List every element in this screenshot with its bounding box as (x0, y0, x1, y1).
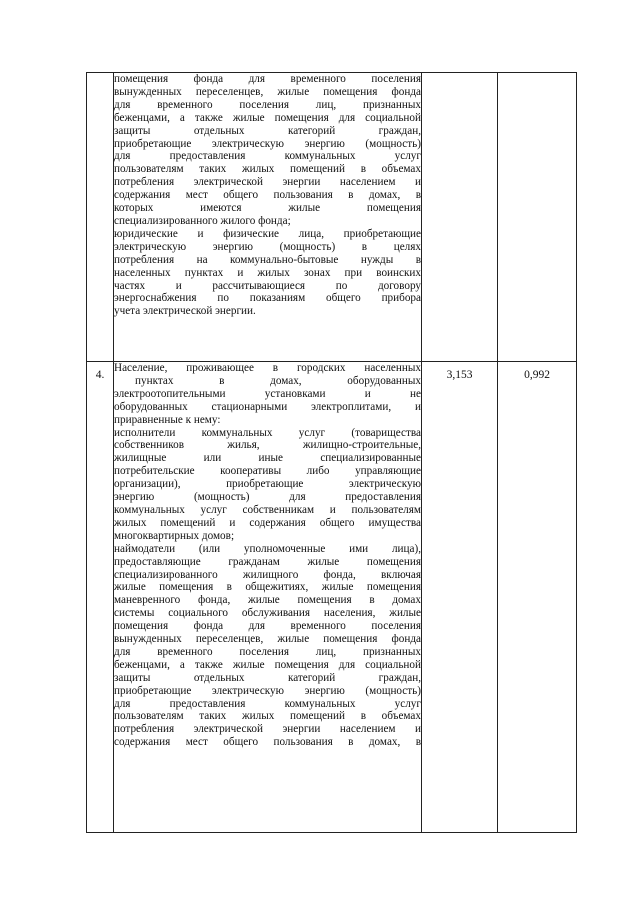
text-line: Население, проживающее в городских населенных (114, 362, 421, 374)
text-line: беженцами, а также жилые помещения для социальной (114, 658, 421, 671)
text-line: беженцами, а также жилые помещения для социальной (114, 111, 421, 124)
text-line: электрическую энергию (мощность) в целях (114, 240, 421, 253)
text-line: исполнители коммунальных услуг (товарищества (114, 426, 421, 439)
text-line: многоквартирных домов; (114, 529, 235, 542)
text-line: наймодатели (или уполномоченные ими лица), (114, 542, 421, 555)
row-number (87, 73, 113, 80)
text-line: потребления электрической энергии населением и (114, 723, 421, 736)
text-line: защиты отдельных категорий граждан, (114, 671, 421, 684)
text-line: вынужденных переселенцев, жилые помещения фонда (114, 633, 421, 646)
text-line: помещения фонда для временного поселения (114, 620, 421, 633)
tariff-value-2 (498, 73, 576, 80)
text-line: для временного поселения лиц, признанных (114, 98, 421, 111)
text-line: жилых помещений и содержания общего имущества (114, 516, 421, 529)
tariff-value-1-cell (422, 362, 498, 833)
text-line: учета электрической энергии. (114, 305, 256, 318)
table-row (87, 73, 577, 362)
tariff-value-1-cell (422, 73, 498, 362)
row-number-cell (87, 73, 114, 362)
text-line: для временного поселения лиц, признанных (114, 645, 421, 658)
tariff-value-2: 0,992 (524, 369, 550, 381)
tariff-value-2-cell (498, 362, 577, 833)
text-line: предоставляющие гражданам жилые помещения (114, 555, 421, 568)
text-line: вынужденных переселенцев, жилые помещения фонда (114, 85, 421, 98)
text-line: юридические и физические лица, приобретающие (114, 227, 421, 240)
text-line: оборудованных стационарными электроплитами, и (114, 400, 421, 413)
text-line: организации), приобретающие электрическую (114, 478, 421, 491)
row-description (114, 73, 421, 318)
row-description-cell (114, 362, 422, 833)
text-line: коммунальных услуг собственникам и пользователям (114, 503, 421, 516)
tariff-value-1 (422, 73, 497, 80)
text-line: энергию (мощность) для предоставления (114, 491, 421, 504)
text-line: которых имеются жилые помещения (114, 202, 421, 215)
text-line: пользователям таких жилых помещений в объемах (114, 710, 421, 723)
tariff-value-2-cell (498, 73, 577, 362)
text-line: помещения фонда для временного поселения (114, 73, 421, 85)
row-number-cell (87, 362, 114, 833)
text-line: потребления электрической энергии населением и (114, 176, 421, 189)
text-line: содержания мест общего пользования в домах, в (114, 736, 421, 749)
text-line: потребительские кооперативы либо управляющие (114, 465, 421, 478)
text-line: маневренного фонда, жилые помещения в домах (114, 594, 421, 607)
text-line: специализированного жилого фонда; (114, 214, 291, 227)
text-line: для предоставления коммунальных услуг (114, 697, 421, 710)
table-row (87, 362, 577, 833)
text-line: пунктах в домах, оборудованных (135, 374, 421, 387)
text-line: защиты отдельных категорий граждан, (114, 124, 421, 137)
text-line: приобретающие электрическую энергию (мощность) (114, 684, 421, 697)
tariff-table (86, 72, 577, 833)
text-line: жилищные или иные специализированные (114, 452, 421, 465)
text-line: пользователям таких жилых помещений в объемах (114, 163, 421, 176)
text-line: собственников жилья, жилищно-строительные, (114, 439, 421, 452)
text-line: жилые помещения в общежитиях, жилые помещения (114, 581, 421, 594)
text-line: содержания мест общего пользования в домах, в (114, 189, 421, 202)
text-line: приобретающие электрическую энергию (мощность) (114, 137, 421, 150)
row-description (114, 362, 421, 749)
text-line: населенных пунктах и жилых зонах при воинских (114, 266, 421, 279)
text-line: электроотопительными установками и не (114, 387, 421, 400)
text-line: энергоснабжения по показаниям общего прибора (114, 292, 421, 305)
text-line: приравненные к нему: (114, 413, 221, 426)
text-line: системы социального обслуживания населения, жилые (114, 607, 421, 620)
text-line: частях и рассчитывающиеся по договору (114, 279, 421, 292)
text-line: для предоставления коммунальных услуг (114, 150, 421, 163)
row-description-cell (114, 73, 422, 362)
text-line: специализированного жилищного фонда, включая (114, 568, 421, 581)
text-line: потребления на коммунально-бытовые нужды в (114, 253, 421, 266)
tariff-value-1: 3,153 (446, 369, 473, 381)
row-number: 4. (95, 369, 105, 381)
